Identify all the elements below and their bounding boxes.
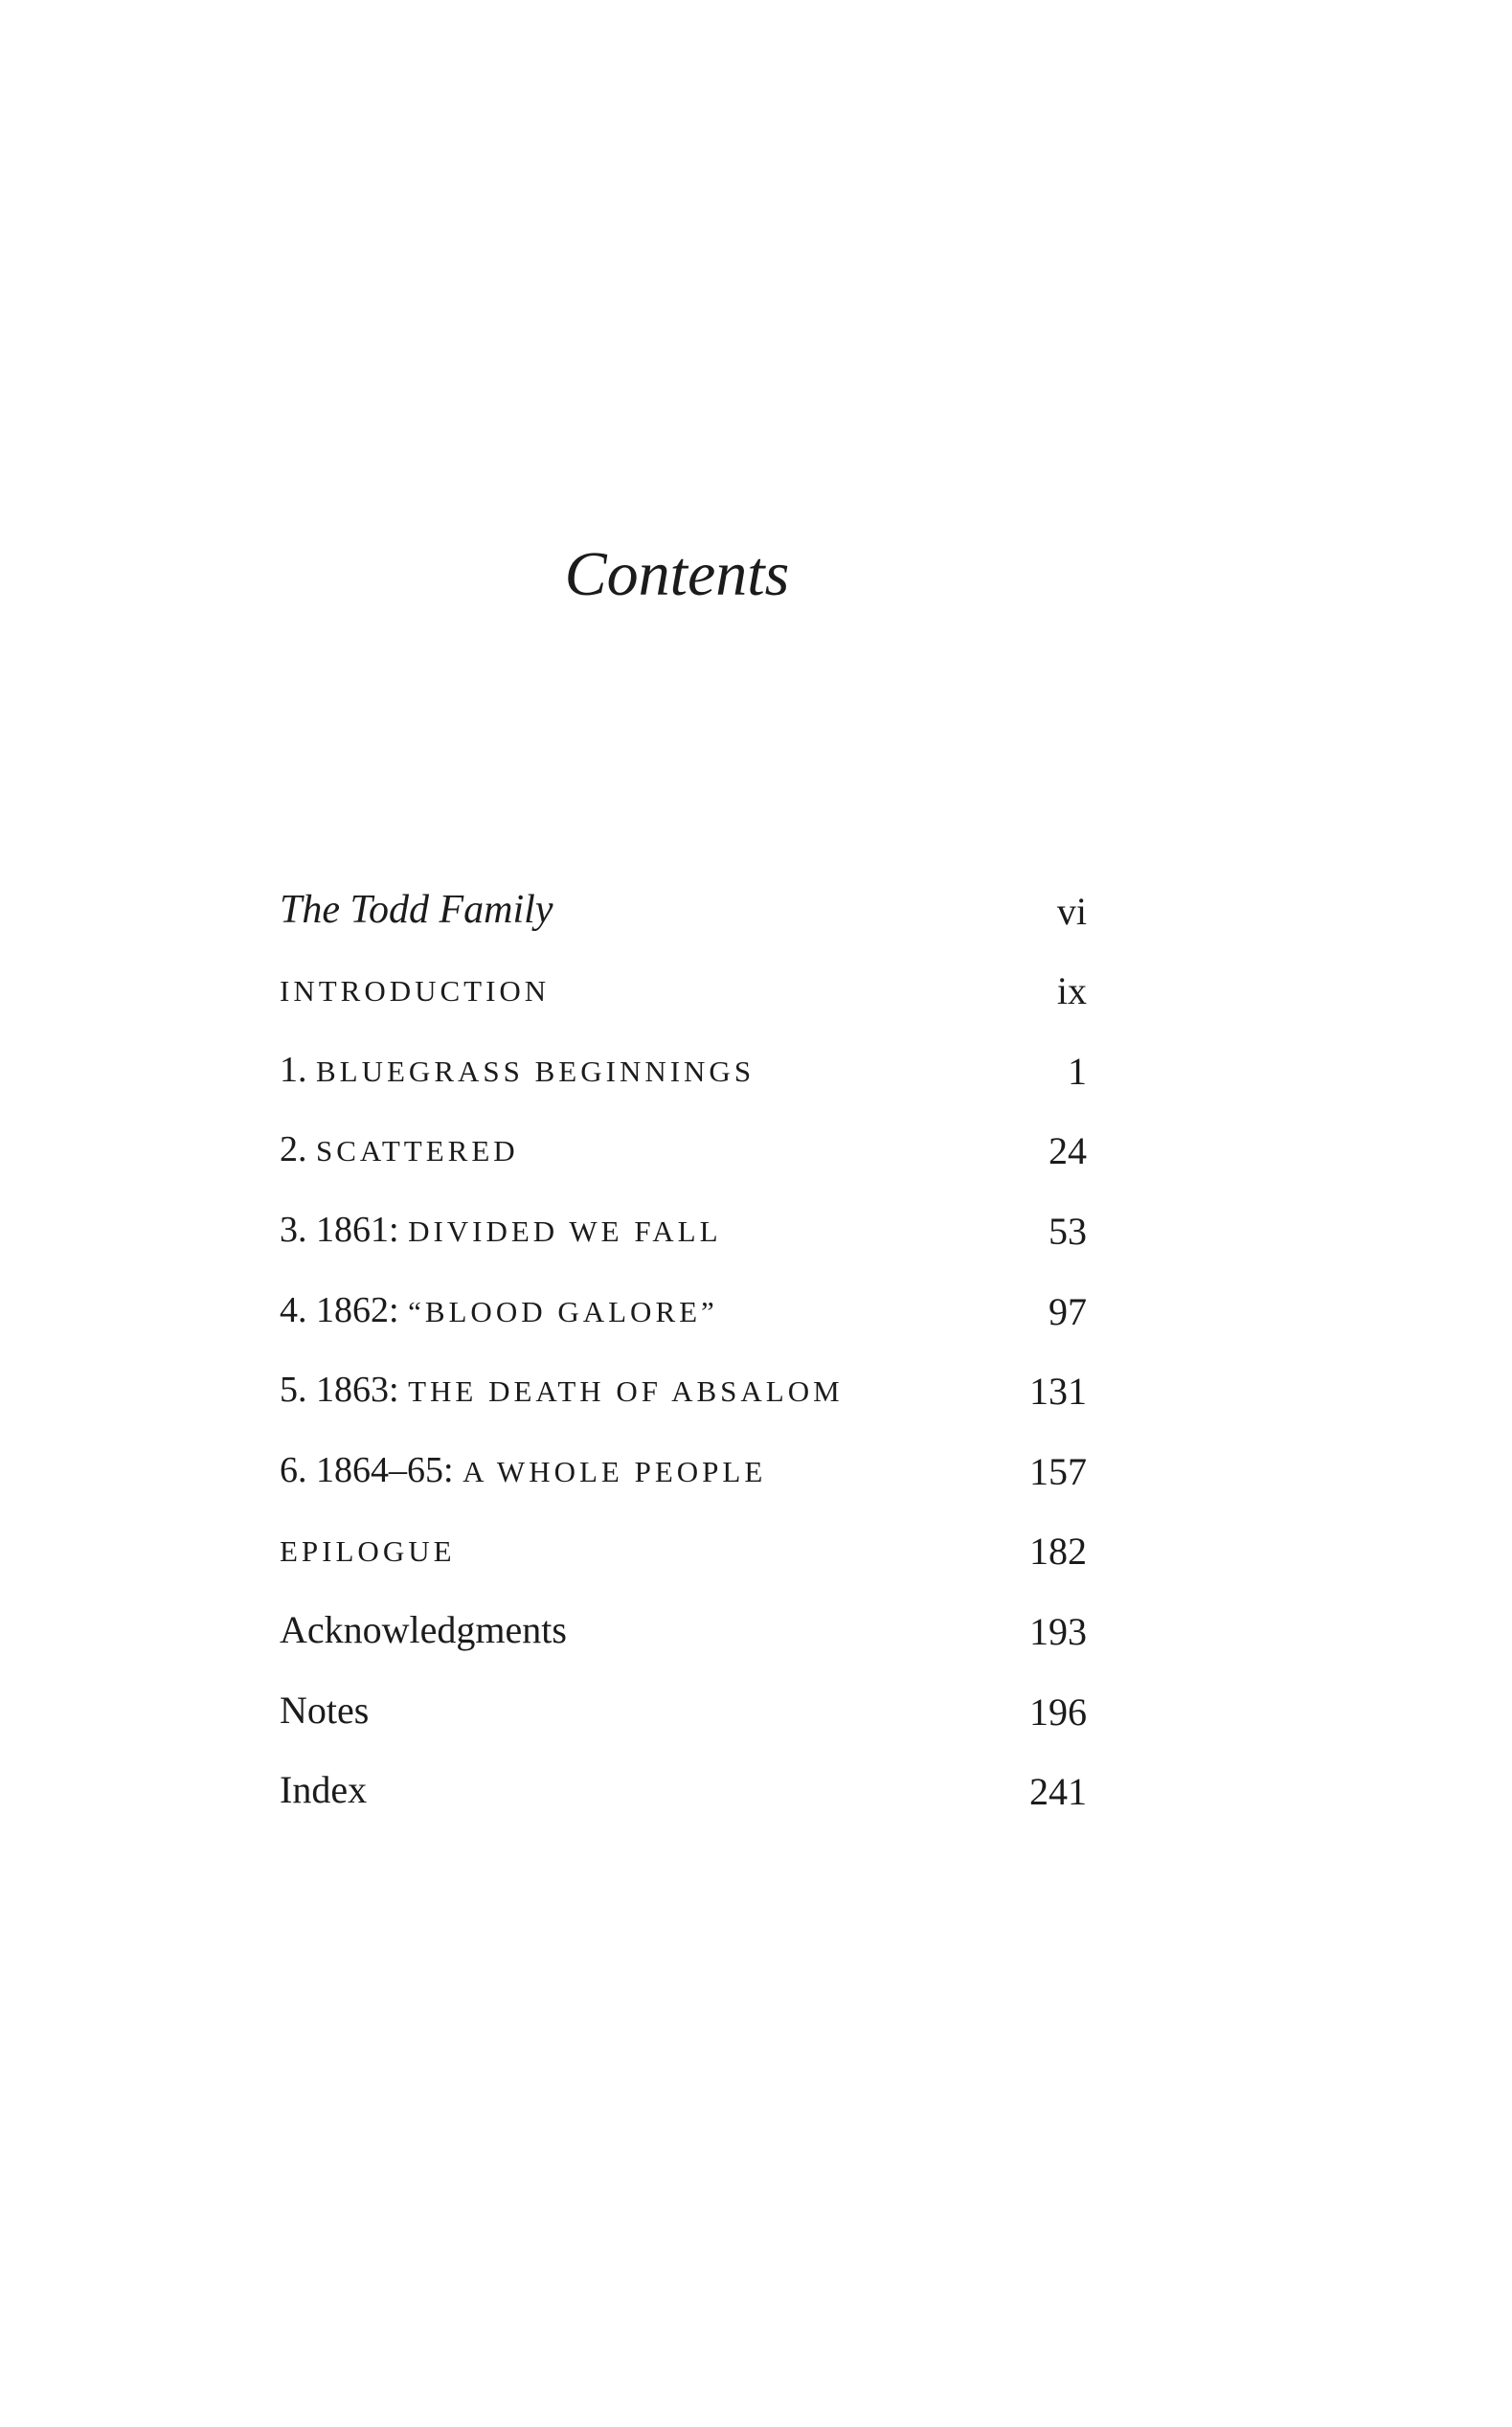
- toc-entry-label: A WHOLE PEOPLE: [463, 1454, 767, 1488]
- toc-entry-page-number: 182: [1029, 1530, 1087, 1574]
- toc-entry: [280, 1520, 1087, 1600]
- toc-entry: [280, 1360, 1087, 1440]
- toc-entry-number: 3. 1861:: [280, 1209, 409, 1250]
- toc-entry: [280, 1120, 1087, 1200]
- toc-entry-page-number: ix: [1056, 969, 1087, 1013]
- toc-entry-label: THE DEATH OF ABSALOM: [408, 1374, 844, 1409]
- page-title: Contents: [564, 539, 790, 609]
- toc-entry-label: Acknowledgments: [280, 1607, 567, 1651]
- toc-entry: [280, 1039, 1087, 1120]
- toc-entry-number: 1.: [280, 1049, 316, 1090]
- toc-entry-page-number: 241: [1029, 1770, 1087, 1814]
- toc-entry: [280, 1599, 1087, 1680]
- toc-entry-label: BLUEGRASS BEGINNINGS: [316, 1054, 756, 1088]
- toc-entry-page-number: 196: [1029, 1690, 1087, 1734]
- toc-entry: [280, 1199, 1087, 1280]
- toc-entry: [280, 1760, 1087, 1841]
- toc-entry: [280, 960, 1087, 1040]
- toc-entry-label: DIVIDED WE FALL: [408, 1214, 722, 1248]
- toc-entry-label: INTRODUCTION: [280, 974, 551, 1009]
- toc-entry-page-number: 1: [1068, 1049, 1087, 1093]
- toc-entry-title: [280, 889, 553, 931]
- toc-entry-title: [280, 976, 550, 1007]
- toc-entry-title: [280, 1129, 519, 1170]
- toc-entry-title: [280, 1209, 722, 1250]
- toc-entry-label: Notes: [280, 1688, 370, 1732]
- toc-entry-title: [280, 1370, 844, 1411]
- toc-entry: [280, 879, 1087, 960]
- toc-entry: [280, 1280, 1087, 1360]
- toc-entry-page-number: vi: [1056, 889, 1087, 933]
- toc-entry-page-number: 53: [1049, 1209, 1087, 1253]
- toc-entry-label: EPILOGUE: [280, 1534, 456, 1569]
- toc-entry-label: The Todd Family: [280, 887, 553, 932]
- toc-entry-page-number: 97: [1049, 1289, 1087, 1333]
- toc-entry-page-number: 193: [1029, 1609, 1087, 1653]
- toc-entry-title: [280, 1536, 456, 1567]
- toc-entry-number: 6. 1864–65:: [280, 1449, 463, 1490]
- toc-entry-number: 4. 1862:: [280, 1289, 409, 1330]
- toc-entry-label: “BLOOD GALORE”: [408, 1294, 718, 1328]
- toc-entry-number: 5. 1863:: [280, 1370, 409, 1411]
- toc-entry-title: [280, 1049, 756, 1090]
- toc-entry-number: 2.: [280, 1129, 316, 1170]
- table-of-contents: [280, 879, 1087, 1840]
- toc-entry-page-number: 157: [1029, 1449, 1087, 1493]
- toc-entry-label: Index: [280, 1768, 368, 1812]
- toc-entry-title: [280, 1769, 367, 1811]
- toc-entry-page-number: 131: [1029, 1370, 1087, 1414]
- toc-entry: [280, 1440, 1087, 1520]
- toc-entry-title: [280, 1449, 767, 1490]
- toc-entry-page-number: 24: [1049, 1129, 1087, 1173]
- toc-entry-title: [280, 1289, 718, 1330]
- toc-entry-title: [280, 1609, 567, 1651]
- toc-entry-label: SCATTERED: [316, 1134, 519, 1168]
- toc-entry: [280, 1680, 1087, 1760]
- toc-entry-title: [280, 1690, 369, 1732]
